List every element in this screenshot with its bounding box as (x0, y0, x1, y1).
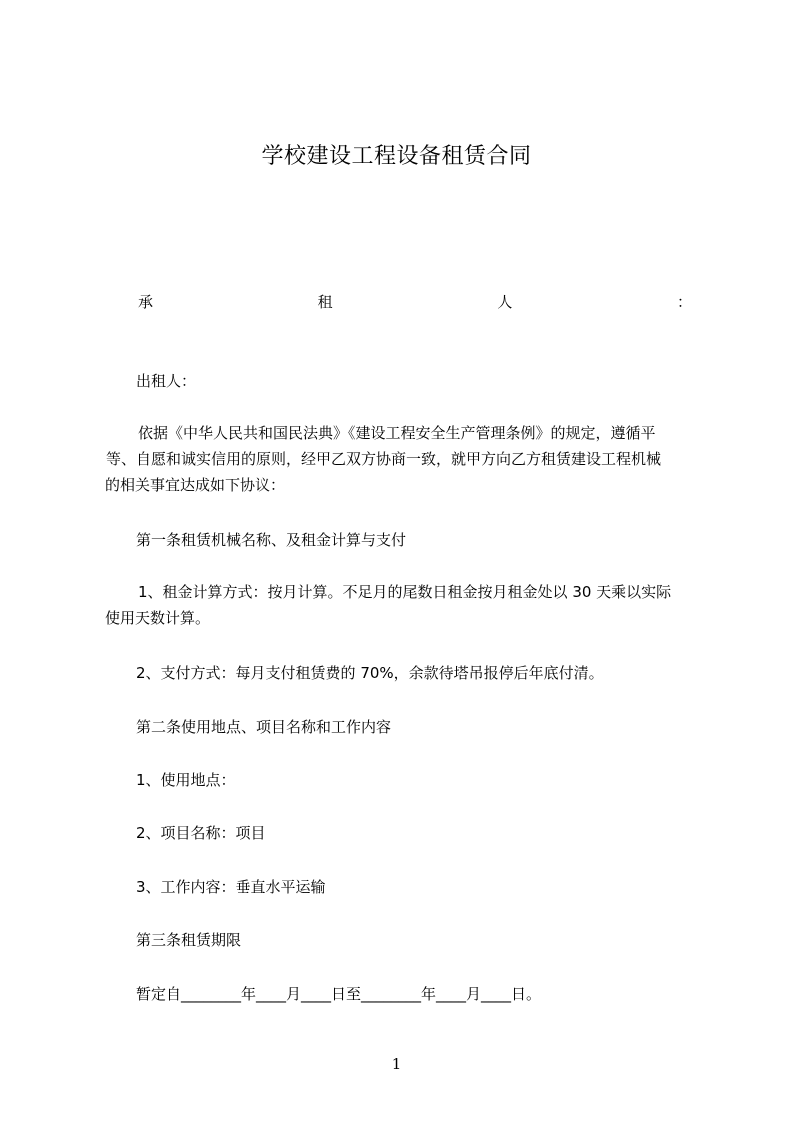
preamble-paragraph (105, 420, 700, 498)
lessee-char: 承 (138, 293, 154, 311)
article-1-item-2: 2、支付方式：每月支付租赁费的 70%，余款待塔吊报停后年底付清。 (136, 664, 604, 682)
article-3-period: 暂定自________年____月____日至________年____月____日。 (136, 985, 542, 1003)
article-1-item-1-line: 1、租金计算方式：按月计算。不足月的尾数日租金按月租金处以 30 天乘以实际 (138, 583, 672, 601)
lessee-line (105, 289, 700, 315)
preamble-line: 等、自愿和诚实信用的原则，经甲乙双方协商一致，就甲方向乙方租赁建设工程机械 (106, 450, 662, 468)
article-2-item-1: 1、使用地点： (136, 771, 236, 789)
article-2-item-2: 2、项目名称：项目 (136, 824, 266, 842)
article-1-item-1-line: 使用天数计算。 (105, 609, 211, 627)
page-number: 1 (391, 1055, 402, 1073)
lessee-char: 人 (497, 293, 513, 311)
lessee-char: 租 (317, 293, 333, 311)
article-1-item-1 (105, 579, 700, 631)
article-2-item-3: 3、工作内容：垂直水平运输 (136, 878, 326, 896)
article-2-title: 第二条使用地点、项目名称和工作内容 (136, 718, 392, 736)
preamble-line: 的相关事宜达成如下协议： (105, 476, 286, 494)
article-1-title: 第一条租赁机械名称、及租金计算与支付 (136, 531, 407, 549)
lessor-line: 出租人： (136, 372, 197, 390)
preamble-line: 依据《中华人民共和国民法典》《建设工程安全生产管理条例》的规定，遵循平 (138, 424, 656, 442)
lessee-char: ： (676, 293, 692, 311)
document-title: 学校建设工程设备租赁合同 (261, 144, 532, 169)
article-3-title: 第三条租赁期限 (136, 931, 242, 949)
